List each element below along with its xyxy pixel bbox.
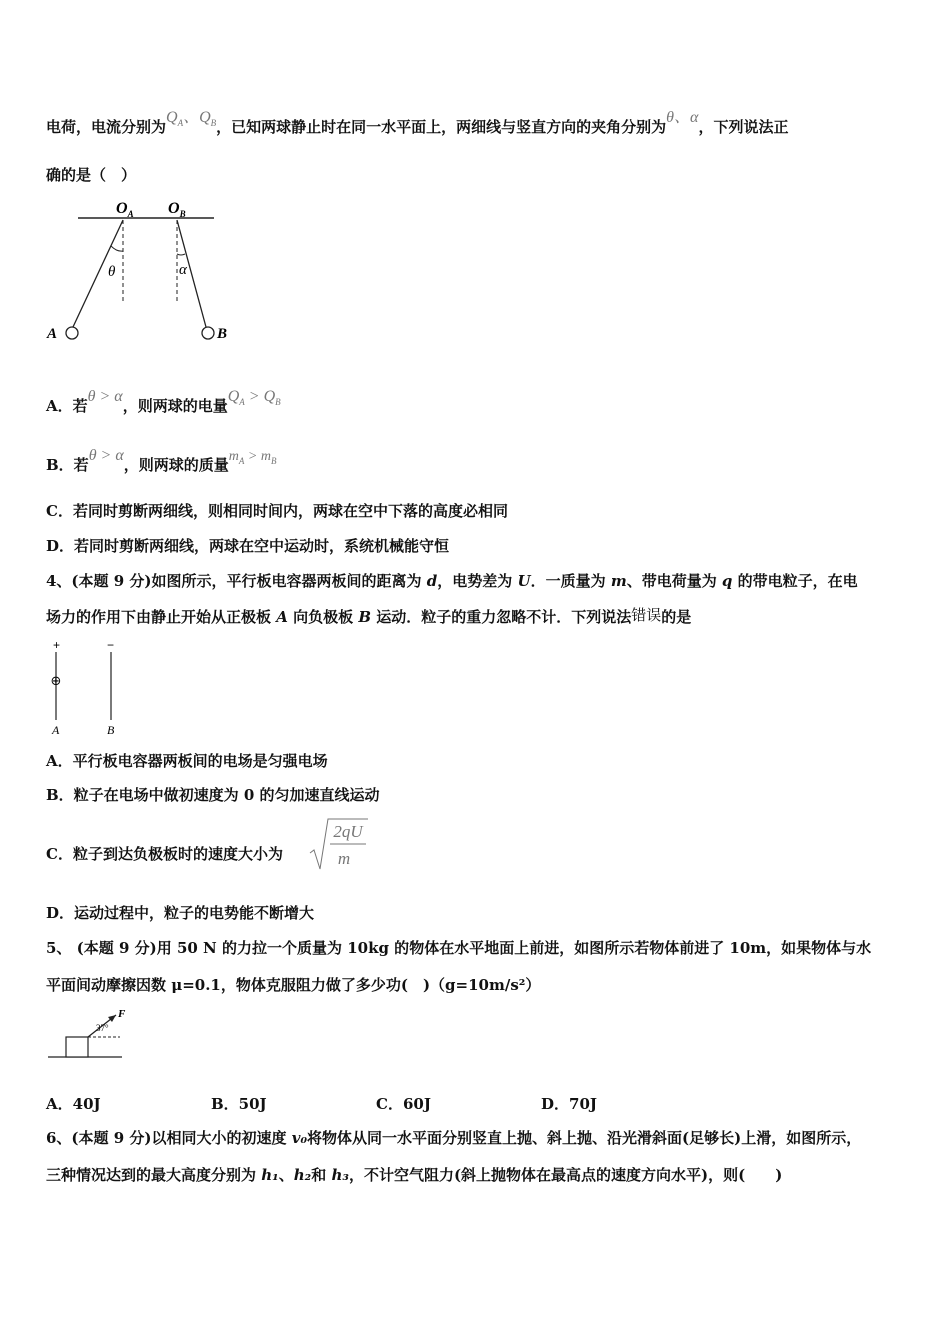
q3-option-d: D．若同时剪断两细线，两球在空中运动时，系统机械能守恒: [46, 537, 450, 555]
q5-option-a: A．40J: [46, 1095, 101, 1113]
qb-symbol: $Q_B$: [199, 109, 217, 129]
minus-sign: −: [107, 638, 115, 652]
label-alpha: α: [179, 262, 187, 278]
label-ball-a: A: [47, 326, 58, 342]
q5-option-b: B．50J: [211, 1095, 267, 1113]
q5-option-d: D．70J: [541, 1095, 597, 1113]
block: [66, 1037, 88, 1057]
label-theta: θ: [108, 264, 116, 280]
label-force: F: [118, 1008, 126, 1020]
q4-stem-line2: 场力的作用下由静止开始从正极板 A 向负极板 B 运动．粒子的重力忽略不计．下列说法错误的是: [46, 606, 692, 626]
label-ob: $O_B$: [168, 200, 186, 219]
sqrt-expression: [308, 815, 370, 873]
q3-option-a: A．若θ > α，则两球的电量$Q_A > Q_B$: [46, 388, 281, 415]
label-angle: 37°: [96, 1023, 109, 1033]
theta-arc: [111, 246, 123, 251]
hanging-balls-figure: [44, 196, 244, 346]
q5-options: [46, 1093, 597, 1114]
q5-stem-line2: 平面间动摩擦因数 μ=0.1，物体克服阻力做了多少功( )（g=10m/s²）: [46, 976, 541, 994]
ball-a: [66, 327, 78, 339]
string-a: [73, 220, 123, 327]
q4-option-c: C．粒子到达负极板时的速度大小为: [46, 845, 283, 863]
q4-option-d: D．运动过程中，粒子的电势能不断增大: [46, 904, 315, 922]
label-plate-a: A: [52, 723, 60, 737]
plus-sign: +: [53, 638, 61, 652]
alpha-symbol: α: [690, 109, 699, 126]
label-oa: $O_A$: [116, 200, 134, 219]
q5-option-c: C．60J: [376, 1095, 431, 1113]
label-ball-b: B: [217, 326, 228, 342]
charged-particle: ⊕: [50, 674, 62, 689]
ball-b: [202, 327, 214, 339]
q4-stem-line1: 4、(本题 9 分)如图所示，平行板电容器两板间的距离为 d，电势差为 U．一质量为 m、带电荷量为 q 的带电粒子，在电: [46, 572, 858, 590]
alpha-arc: [177, 254, 185, 255]
capacitor-figure: [44, 638, 134, 738]
theta-symbol: θ: [666, 109, 675, 126]
label-plate-b: B: [107, 723, 115, 737]
sqrt-numerator: 2qU: [333, 822, 363, 841]
q3-stem-line2: 确的是（ ）: [46, 166, 137, 184]
q4-option-a: A．平行板电容器两板间的电场是匀强电场: [46, 752, 328, 770]
qa-symbol: $Q_A$: [166, 109, 184, 129]
q6-stem-line2: 三种情况达到的最大高度分别为 h₁、h₂和 h₃，不计空气阻力(斜上抛物体在最高点的速度方向水平)，则( ): [46, 1166, 783, 1184]
q3-stem-line1: 电荷，电流分别为$Q_A$、$Q_B$，已知两球静止时在同一水平面上，两细线与竖直方向的夹角分别为θ、α，下列说法正: [46, 109, 789, 136]
block-force-figure: [44, 1005, 134, 1065]
q4-option-b: B．粒子在电场中做初速度为 0 的匀加速直线运动: [46, 786, 380, 804]
q3-option-b: B．若θ > α，则两球的质量$m_A > m_B$: [46, 447, 277, 474]
sqrt-denominator: m: [337, 849, 351, 868]
q6-stem-line1: 6、(本题 9 分)以相同大小的初速度 v₀将物体从同一水平面分别竖直上抛、斜上抛、沿光滑斜面(足够长)上滑，如图所示，: [46, 1129, 862, 1147]
q3-option-c: C．若同时剪断两细线，则相同时间内，两球在空中下落的高度必相同: [46, 502, 508, 520]
q5-stem-line1: 5、 (本题 9 分)用 50 N 的力拉一个质量为 10kg 的物体在水平地面上前进，如图所示若物体前进了 10m，如果物体与水: [46, 939, 872, 957]
